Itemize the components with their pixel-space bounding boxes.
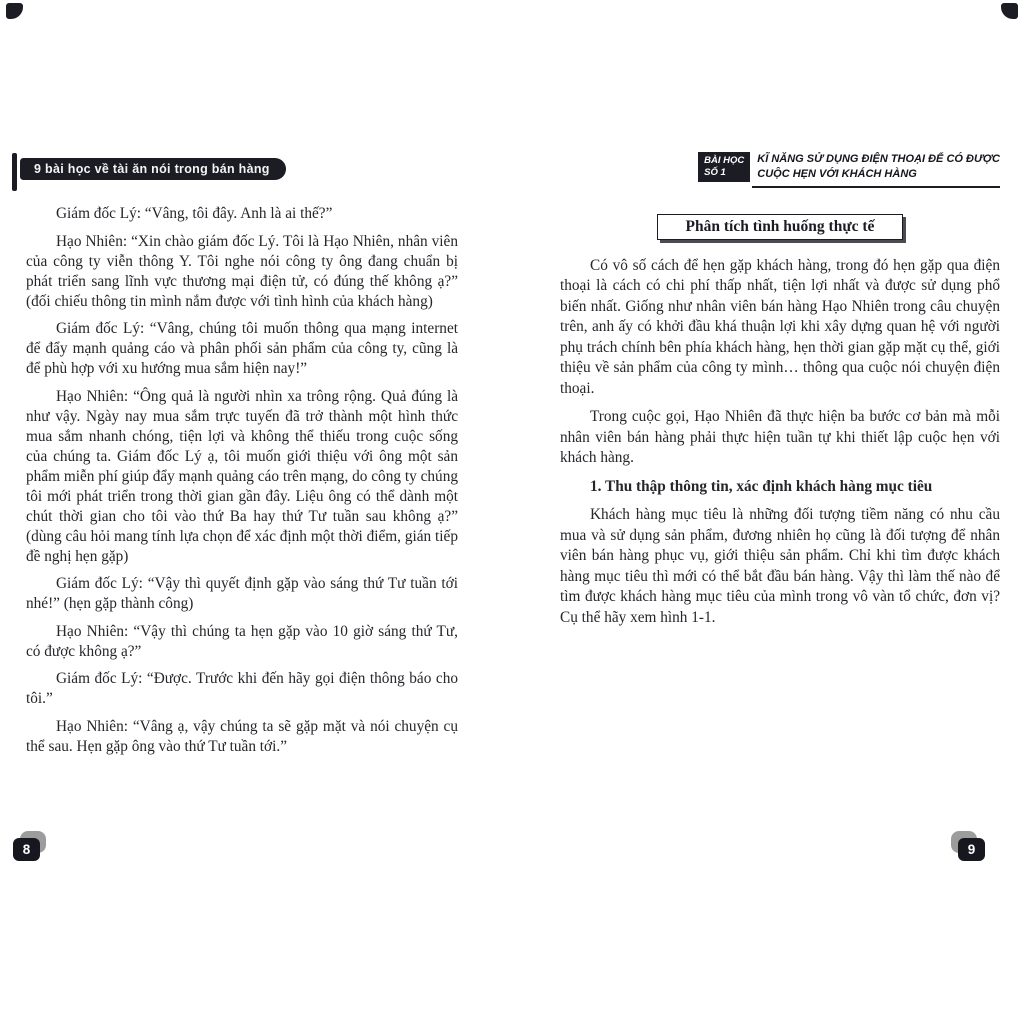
page-number-tab-right — [949, 831, 987, 863]
page-number: 8 — [13, 838, 40, 861]
left-page-header — [26, 158, 458, 184]
page-number-tab-left — [13, 831, 51, 863]
header-side-bar — [12, 153, 17, 191]
left-page-body — [26, 204, 458, 757]
paragraph: Có vô số cách để hẹn gặp khách hàng, trong đó hẹn gặp qua điện thoại là cách có chi phí thấp nhất, tiện lợi nhất và được sử dụng phổ biến nhất. Giống như nhân viên bán hàng Hạo Nhiên trong câu chuyện trên, anh ấy có khởi đầu khá thuận lợi khi xây dựng quan hệ với người phụ trách chính bên phía khách hàng, hẹn thời gian gặp mặt cụ thể, giới thiệu về sản phẩm của công ty mình… thông qua cuộc nói chuyện điện thoại. — [560, 256, 1000, 397]
corner-mark-icon — [6, 3, 23, 19]
paragraph: Giám đốc Lý: “Vâng, tôi đây. Anh là ai thế?” — [56, 205, 333, 222]
left-page — [26, 158, 458, 764]
running-head-right — [757, 152, 1000, 182]
paragraph: Hạo Nhiên: “Vậy thì chúng ta hẹn gặp vào 10 giờ sáng thứ Tư, có được không ạ?” — [26, 622, 458, 660]
running-head-line: CUỘC HẸN VỚI KHÁCH HÀNG — [757, 167, 917, 180]
running-head-line: KĨ NĂNG SỬ DỤNG ĐIỆN THOẠI ĐỂ CÓ ĐƯỢC — [757, 153, 1000, 165]
subheading: 1. Thu thập thông tin, xác định khách hàng mục tiêu — [590, 477, 933, 495]
paragraph: Giám đốc Lý: “Vậy thì quyết định gặp vào sáng thứ Tư tuần tới nhé!” (hẹn gặp thành công) — [26, 575, 458, 612]
right-page-body — [560, 256, 1000, 629]
corner-mark-icon — [1001, 3, 1018, 19]
badge-line: SỐ 1 — [704, 166, 726, 178]
paragraph: Giám đốc Lý: “Được. Trước khi đến hãy gọi điện thông báo cho tôi.” — [26, 670, 458, 707]
paragraph: Giám đốc Lý: “Vâng, chúng tôi muốn thông qua mạng internet để đẩy mạnh quảng cáo và phân phối sản phẩm của công ty, cũng là để phù hợp với xu hướng mua sắm hiện nay!” — [26, 320, 458, 377]
page-number: 9 — [958, 838, 985, 861]
right-page-header — [704, 152, 1000, 188]
paragraph: Khách hàng mục tiêu là những đối tượng tiềm năng có nhu cầu mua và sử dụng sản phẩm, đương nhiên họ cũng là đối tượng để nhân viên bán hàng phục vụ, giới thiệu sản phẩm. Chỉ khi tìm được khách hàng mục tiêu thì mới có thể bắt đầu bán hàng. Vậy thì làm thế nào để tìm được khách hàng mục tiêu của mình trong vô vàn tổ chức, đơn vị? Cụ thể hãy xem hình 1-1. — [560, 506, 1000, 626]
right-page — [560, 152, 1000, 636]
running-head-left: 9 bài học về tài ăn nói trong bán hàng — [20, 158, 286, 180]
section-title-box: Phân tích tình huống thực tế — [657, 214, 904, 240]
badge-line: BÀI HỌC — [704, 155, 745, 166]
paragraph: Trong cuộc gọi, Hạo Nhiên đã thực hiện ba bước cơ bản mà mỗi nhân viên bán hàng phải thực hiện tuần tự khi thiết lập cuộc hẹn với khách hàng. — [560, 408, 1000, 467]
paragraph: Hạo Nhiên: “Xin chào giám đốc Lý. Tôi là Hạo Nhiên, nhân viên của công ty viễn thông Y. Tôi nghe nói công ty ông đang chuẩn bị phát triển sang lĩnh vực thương mại điện tử, có đúng thế không ạ?” (đối chiếu thông tin mình nắm được với tình hình của khách hàng) — [26, 232, 458, 310]
paragraph: Hạo Nhiên: “Ông quả là người nhìn xa trông rộng. Quả đúng là như vậy. Ngày nay mua sắm trực tuyến đã trở thành một hình thức mua sắm nhanh chóng, tiện lợi và không thể thiếu trong cuộc sống của chúng ta. Giám đốc Lý ạ, tôi muốn giới thiệu với ông một sản phẩm miễn phí giúp đẩy mạnh quảng cáo trên mạng, do công ty chúng tôi mới phát triển trong thời gian gần đây. Liệu ông có thể dành một chút thời gian cho tôi vào thứ Ba hay thứ Tư tuần sau không ạ?” (dùng câu hỏi mang tính lựa chọn để xác định một thời điểm, gián tiếp đề nghị hẹn gặp) — [26, 387, 458, 565]
lesson-number-badge — [698, 152, 750, 182]
paragraph: Hạo Nhiên: “Vâng ạ, vậy chúng ta sẽ gặp mặt và nói chuyện cụ thể sau. Hẹn gặp ông vào thứ Tư tuần tới.” — [26, 717, 458, 755]
